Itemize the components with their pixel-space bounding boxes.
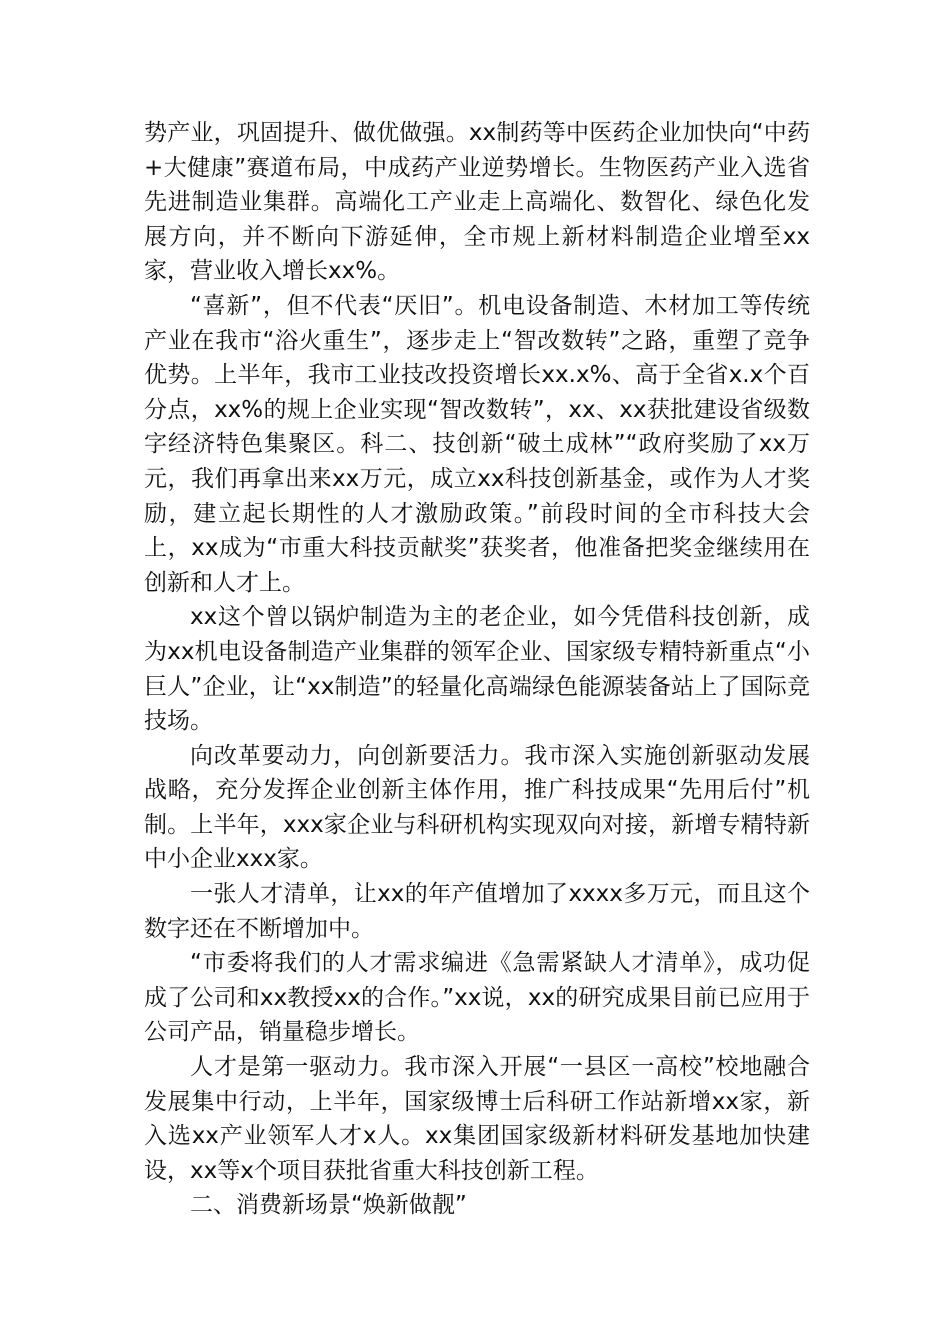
paragraph-continuation: 势产业，巩固提升、做优做强。xx制药等中医药企业加快向“中药+大健康”赛道布局，中成药产业逆势增长。生物医药产业入选省先进制造业集群。高端化工产业走上高端化、数智化、绿色化发展方向，并不断向下游延伸，全市规上新材料制造企业增至xx家，营业收入增长xx%。 (144, 120, 810, 285)
paragraph-xixin: “喜新”，但不代表“厌旧”。机电设备制造、木材加工等传统产业在我市“浴火重生”，逐步走上“智改数转”之路，重塑了竞争优势。上半年，我市工业技改投资增长xx.x%、高于全省x.x个百分点，xx%的规上企业实现“智改数转”，xx、xx获批建设省级数字经济特色集聚区。科二、技创新“破土成林”“政府奖励了xx万元，我们再拿出来xx万元，成立xx科技创新基金，或作为人才奖励，建立起长期性的人才激励政策。”前段时间的全市科技大会上，xx成为“市重大科技贡献奖”获奖者，他准备把奖金继续用在创新和人才上。 (144, 292, 810, 596)
paragraph-quote-cooperation: “市委将我们的人才需求编进《急需紧缺人才清单》，成功促成了公司和xx教授xx的合作。”xx说，xx的研究成果目前已应用于公司产品，销量稳步增长。 (144, 950, 810, 1046)
paragraph-reform-innovation: 向改革要动力，向创新要活力。我市深入实施创新驱动发展战略，充分发挥企业创新主体作用，推广科技成果“先用后付”机制。上半年，xxx家企业与科研机构实现双向对接，新增专精特新中小企业xxx家。 (144, 742, 810, 873)
section-heading: 二、消费新场景“焕新做靓” (190, 1192, 467, 1219)
paragraph-talent-list: 一张人才清单，让xx的年产值增加了xxxx多万元，而且这个数字还在不断增加中。 (144, 881, 810, 942)
paragraph-talent-driver: 人才是第一驱动力。我市深入开展“一县区一高校”校地融合发展集中行动，上半年，国家级博士后科研工作站新增xx家，新入选xx产业领军人才x人。xx集团国家级新材料研发基地加快建设，xx等x个项目获批省重大科技创新工程。 (144, 1054, 810, 1184)
paragraph-old-enterprise: xx这个曾以锅炉制造为主的老企业，如今凭借科技创新，成为xx机电设备制造产业集群的领军企业、国家级专精特新重点“小巨人”企业，让“xx制造”的轻量化高端绿色能源装备站上了国际竞技场。 (144, 604, 810, 735)
document-body (144, 116, 810, 1223)
